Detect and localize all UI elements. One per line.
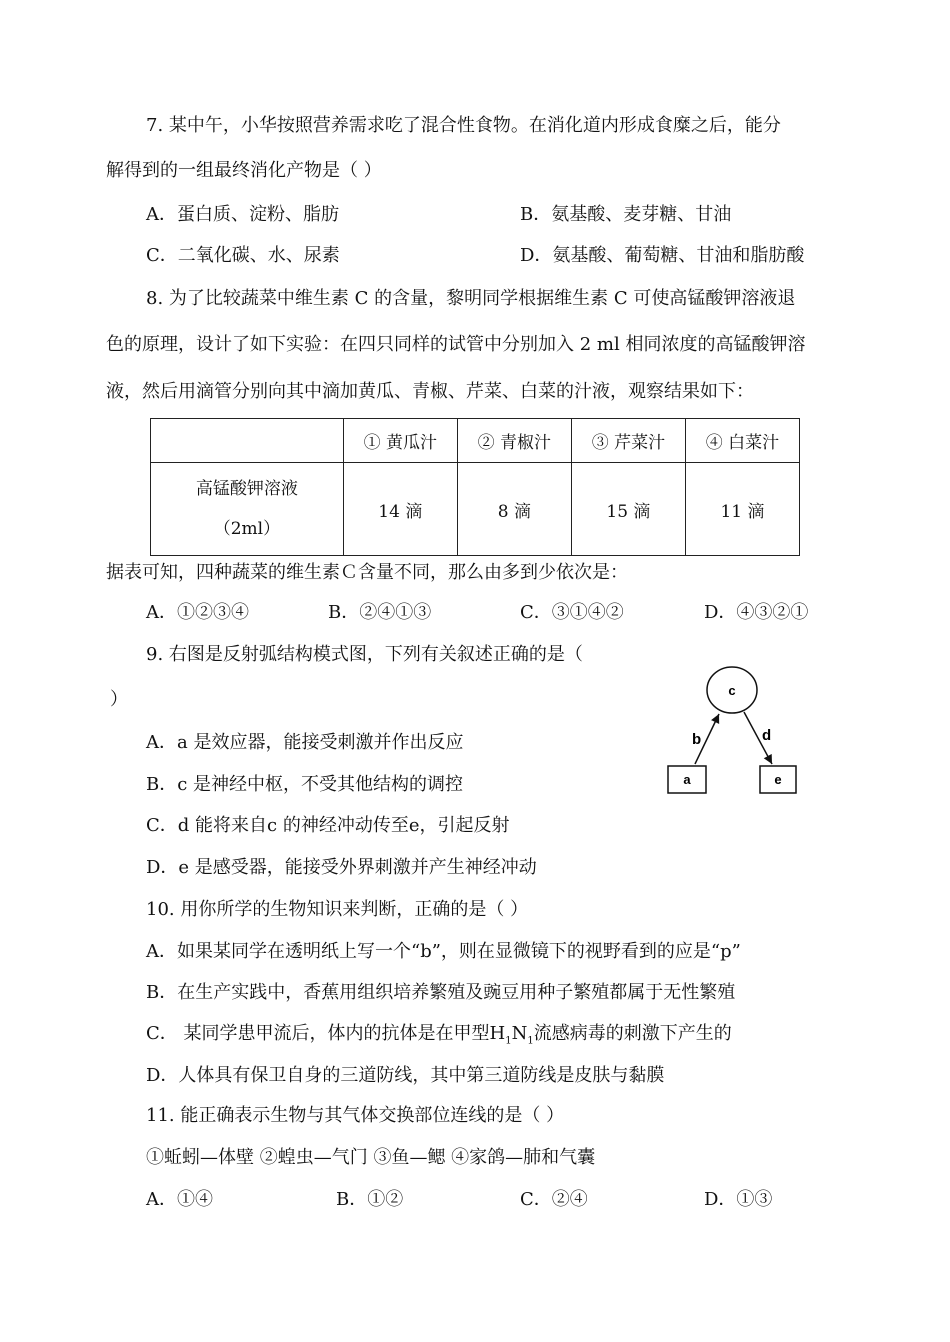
- q9-option-d: D．e 是感受器，能接受外界刺激并产生神经冲动: [146, 857, 537, 878]
- q9-stem-line2: ）: [110, 689, 128, 710]
- q7-option-a: A．蛋白质、淀粉、脂肪: [146, 204, 339, 225]
- q10-option-c-suffix: 流感病毒的刺激下产生的: [533, 1023, 732, 1044]
- q10-stem: 10. 用你所学的生物知识来判断，正确的是（ ）: [146, 899, 529, 920]
- node-a-label: a: [683, 772, 691, 787]
- table-value-celery: 15 滴: [571, 463, 685, 556]
- q8-option-c: C．③①④②: [520, 602, 624, 623]
- q8-results-table: [150, 418, 800, 556]
- q10-option-a: A．如果某同学在透明纸上写一个“b”，则在显微镜下的视野看到的应是“p”: [146, 941, 741, 962]
- q7-stem-line2: 解得到的一组最终消化产物是（ ）: [106, 160, 382, 181]
- node-e-label: e: [774, 772, 782, 787]
- q8-option-b: B．②④①③: [328, 602, 432, 623]
- q11-stem: 11. 能正确表示生物与其气体交换部位连线的是（ ）: [146, 1105, 565, 1126]
- q7-option-b: B．氨基酸、麦芽糖、甘油: [520, 204, 732, 225]
- q10-option-c-mid: N: [511, 1023, 528, 1044]
- table-header-cabbage: ④ 白菜汁: [685, 419, 799, 463]
- q8-conclusion: 据表可知，四种蔬菜的维生素Ｃ含量不同，那么由多到少依次是：: [106, 562, 628, 583]
- q9-option-c: C．d 能将来自c 的神经冲动传至e，引起反射: [146, 815, 510, 836]
- q8-option-a: A．①②③④: [146, 602, 249, 623]
- q7-stem-line1: 7. 某中午，小华按照营养需求吃了混合性食物。在消化道内形成食糜之后，能分: [146, 115, 781, 136]
- q8-stem-line3: 液，然后用滴管分别向其中滴加黄瓜、青椒、芹菜、白菜的汁液，观察结果如下：: [106, 381, 754, 402]
- edge-d-label: d: [762, 727, 772, 744]
- table-value-cucumber: 14 滴: [343, 463, 457, 556]
- q10-option-c-sub1: 1: [505, 1035, 512, 1047]
- table-corner-cell: [151, 419, 344, 463]
- q10-option-c-prefix: C． 某同学患甲流后，体内的抗体是在甲型H: [146, 1023, 506, 1044]
- q9-stem-line1: 9. 右图是反射弧结构模式图，下列有关叙述正确的是（: [146, 644, 583, 665]
- q9-option-a: A．a 是效应器，能接受刺激并作出反应: [146, 732, 464, 753]
- edge-b-label: b: [692, 731, 702, 748]
- q10-option-b: B．在生产实践中，香蕉用组织培养繁殖及豌豆用种子繁殖都属于无性繁殖: [146, 982, 736, 1003]
- q8-option-d: D．④③②①: [704, 602, 809, 623]
- table-header-cucumber: ① 黄瓜汁: [343, 419, 457, 463]
- q11-option-a: A．①④: [146, 1189, 213, 1210]
- q8-stem-line2: 色的原理，设计了如下实验：在四只同样的试管中分别加入 2 ml 相同浓度的高锰酸钾溶: [106, 334, 806, 355]
- q8-stem-line1: 8. 为了比较蔬菜中维生素 C 的含量，黎明同学根据维生素 C 可使高锰酸钾溶液退: [146, 288, 796, 309]
- table-row-label: [151, 463, 344, 556]
- reflex-arc-diagram: [662, 660, 806, 800]
- table-header-pepper: ② 青椒汁: [457, 419, 571, 463]
- table-header-celery: ③ 芹菜汁: [571, 419, 685, 463]
- table-row-label-volume: （2ml）: [213, 519, 281, 539]
- q11-option-b: B．①②: [336, 1189, 404, 1210]
- q7-option-c: C．二氧化碳、水、尿素: [146, 245, 340, 266]
- q11-items: ①蚯蚓—体壁 ②蝗虫—气门 ③鱼—鳃 ④家鸽—肺和气囊: [146, 1147, 596, 1168]
- q10-option-c: [146, 1022, 732, 1054]
- q9-option-b: B．c 是神经中枢，不受其他结构的调控: [146, 774, 464, 795]
- q11-option-c: C．②④: [520, 1189, 588, 1210]
- node-c-label: c: [728, 683, 736, 698]
- table-value-pepper: 8 滴: [457, 463, 571, 556]
- table-row-label-main: 高锰酸钾溶液: [195, 479, 298, 499]
- q10-option-c-sub2: 1: [527, 1035, 534, 1047]
- q11-option-d: D．①③: [704, 1189, 773, 1210]
- table-value-cabbage: 11 滴: [685, 463, 799, 556]
- q7-option-d: D．氨基酸、葡萄糖、甘油和脂肪酸: [520, 245, 805, 266]
- q10-option-d: D．人体具有保卫自身的三道防线，其中第三道防线是皮肤与黏膜: [146, 1065, 665, 1086]
